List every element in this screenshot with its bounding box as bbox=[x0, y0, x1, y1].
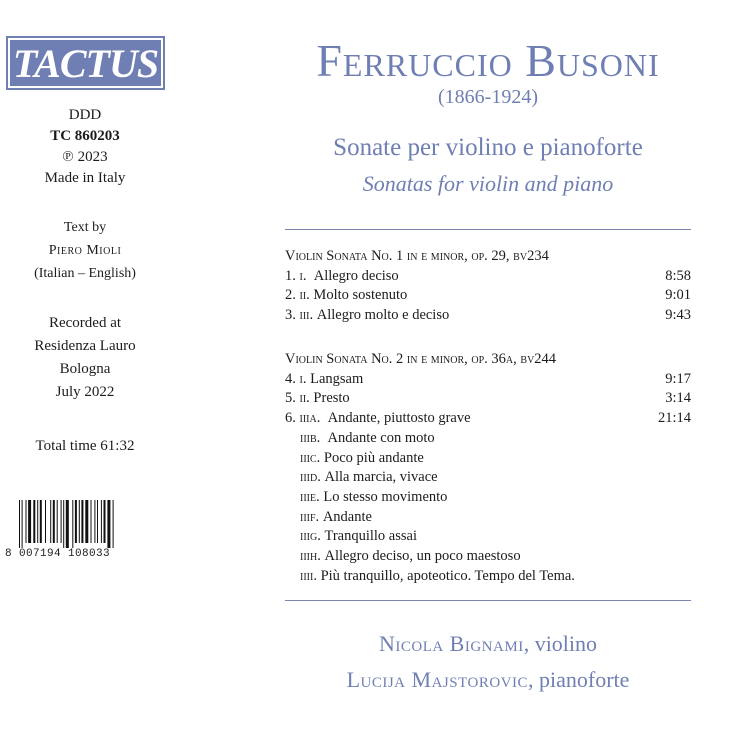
section-title: Lo stesso movimento bbox=[323, 488, 448, 505]
section-number: iiii. bbox=[300, 567, 317, 584]
barcode-bar bbox=[81, 500, 83, 543]
section-number: iiic. bbox=[300, 449, 321, 466]
section-title: Andante bbox=[322, 508, 372, 525]
track-row bbox=[285, 286, 691, 306]
performer-line bbox=[285, 662, 691, 698]
composer-dates: (1866-1924) bbox=[438, 86, 538, 108]
barcode-bar bbox=[28, 500, 31, 543]
recording-venue: Residenza Lauro bbox=[34, 338, 136, 354]
barcode-bar bbox=[57, 500, 58, 543]
section-row bbox=[300, 488, 691, 508]
section-number: iiif. bbox=[300, 508, 320, 525]
text-credits bbox=[0, 216, 170, 285]
recording-info bbox=[0, 312, 170, 404]
track-time: 21:14 bbox=[657, 410, 691, 427]
section-row bbox=[300, 527, 691, 547]
barcode-bar bbox=[79, 500, 80, 543]
track-number: 2. ii. bbox=[285, 287, 310, 304]
format-label: DDD bbox=[68, 107, 102, 123]
release-meta bbox=[0, 105, 170, 189]
track-number: 1. i. bbox=[285, 267, 307, 284]
barcode-bar bbox=[33, 500, 35, 543]
section-row bbox=[300, 567, 691, 587]
section-number: iiib. bbox=[300, 429, 321, 446]
barcode-bar bbox=[50, 500, 51, 543]
track-title: Allegro deciso bbox=[313, 267, 399, 284]
section-row bbox=[300, 468, 691, 488]
track-time: 3:14 bbox=[665, 390, 691, 407]
barcode-bar bbox=[107, 500, 110, 548]
track-title: Allegro molto e deciso bbox=[316, 307, 450, 324]
track-row bbox=[285, 409, 691, 429]
performer-instrument: , violino bbox=[523, 631, 598, 656]
divider-bottom bbox=[285, 600, 691, 601]
subtitle-italian: Sonate per violino e pianoforte bbox=[333, 134, 643, 161]
barcode-bar bbox=[40, 500, 42, 543]
recorded-label: Recorded at bbox=[48, 315, 122, 331]
barcode-bar bbox=[37, 500, 38, 543]
barcode-bar bbox=[113, 500, 114, 548]
section-number: iiih. bbox=[300, 548, 321, 565]
origin-line: Made in Italy bbox=[44, 170, 126, 186]
barcode-bar bbox=[66, 500, 69, 548]
barcode-bar bbox=[85, 500, 88, 543]
barcode-digits: 8 007194 108033 bbox=[5, 548, 111, 560]
copyright-line: ℗ 2023 bbox=[62, 149, 108, 165]
track-time: 9:43 bbox=[665, 307, 691, 324]
catalog-number: TC 860203 bbox=[50, 128, 120, 144]
track-number: 4. i. bbox=[285, 370, 307, 387]
barcode bbox=[5, 500, 155, 562]
track-title: Molto sostenuto bbox=[313, 287, 408, 304]
tactus-logo bbox=[8, 38, 163, 88]
track-number: 5. ii. bbox=[285, 390, 310, 407]
section-number: iiie. bbox=[300, 488, 320, 505]
barcode-bar bbox=[104, 500, 106, 543]
section-row bbox=[300, 508, 691, 528]
section-row bbox=[300, 547, 691, 567]
barcode-bar bbox=[22, 500, 23, 548]
section-title: Alla marcia, vivace bbox=[324, 469, 438, 486]
section-title: Tranquillo assai bbox=[324, 528, 417, 545]
movement-sections bbox=[285, 429, 691, 587]
track-title: Langsam bbox=[310, 370, 364, 387]
barcode-bar bbox=[94, 500, 95, 543]
barcode-bar bbox=[72, 500, 73, 548]
performer-name: Nicola Bignami bbox=[378, 631, 524, 656]
barcode-bar bbox=[75, 500, 77, 543]
track-time: 9:01 bbox=[665, 287, 691, 304]
section-number: iiig. bbox=[300, 528, 321, 545]
languages-line: (Italian – English) bbox=[34, 266, 136, 281]
barcode-bar bbox=[97, 500, 98, 543]
section-row bbox=[300, 429, 691, 449]
track-time: 8:58 bbox=[665, 267, 691, 284]
section-title: Poco più andante bbox=[323, 449, 424, 466]
track-number: 6. iiia. bbox=[285, 410, 321, 427]
composer-name: Ferruccio Busoni bbox=[316, 35, 660, 86]
performer-instrument: , pianoforte bbox=[528, 667, 630, 692]
track-number: 3. iii. bbox=[285, 307, 314, 324]
track-row bbox=[285, 389, 691, 409]
barcode-bars bbox=[5, 500, 155, 548]
section-title: Andante con moto bbox=[327, 429, 435, 446]
barcode-bar bbox=[53, 500, 55, 543]
divider-top bbox=[285, 229, 691, 230]
performers bbox=[285, 626, 691, 698]
subtitle-english: Sonatas for violin and piano bbox=[362, 171, 614, 196]
barcode-bar bbox=[101, 500, 102, 543]
author-name: Piero Mioli bbox=[48, 243, 122, 258]
track-row bbox=[285, 370, 691, 390]
track-row bbox=[285, 267, 691, 287]
sonata-1-heading: Violin Sonata No. 1 in e minor, op. 29, bv234 bbox=[285, 248, 549, 264]
recording-city: Bologna bbox=[59, 361, 111, 377]
sonata-2-tracklist bbox=[285, 350, 691, 586]
barcode-bar bbox=[26, 500, 27, 543]
track-time: 9:17 bbox=[665, 370, 691, 387]
barcode-bar bbox=[91, 500, 92, 543]
section-title: Più tranquillo, apoteotico. Tempo del Tema. bbox=[320, 567, 575, 584]
track-row bbox=[285, 306, 691, 326]
section-title: Allegro deciso, un poco maestoso bbox=[324, 548, 521, 565]
barcode-bar bbox=[61, 500, 62, 543]
performer-line bbox=[285, 626, 691, 662]
total-time: Total time 61:32 bbox=[35, 438, 135, 454]
sonata-1-tracklist bbox=[285, 247, 691, 326]
performer-name: Lucija Majstorovic bbox=[346, 667, 528, 692]
barcode-bar bbox=[45, 500, 46, 543]
section-number: iiid. bbox=[300, 469, 321, 486]
text-by-label: Text by bbox=[63, 220, 107, 235]
section-row bbox=[300, 449, 691, 469]
barcode-bar bbox=[19, 500, 20, 548]
track-title: Andante, piuttosto grave bbox=[327, 410, 471, 427]
logo-text: TACTUS bbox=[12, 40, 159, 86]
sonata-2-heading: Violin Sonata No. 2 in e minor, op. 36a, bv244 bbox=[285, 351, 557, 367]
barcode-bar bbox=[63, 500, 64, 548]
track-title: Presto bbox=[313, 390, 350, 407]
recording-date: July 2022 bbox=[55, 384, 115, 400]
